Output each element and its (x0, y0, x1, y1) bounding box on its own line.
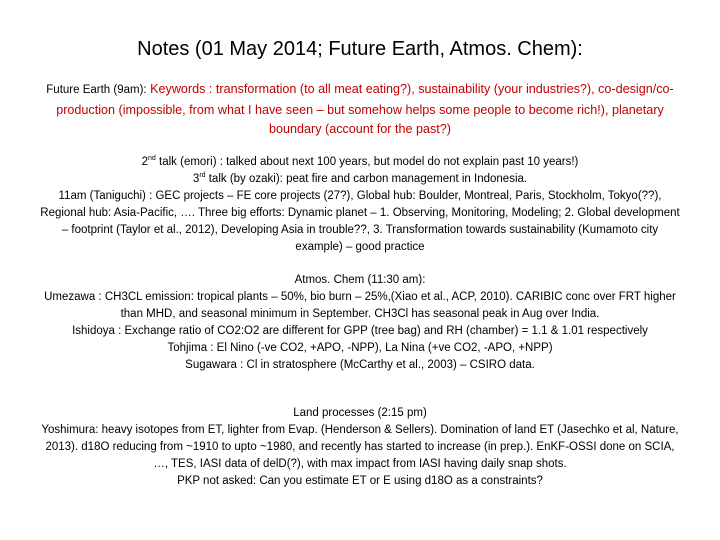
tohjima-note: Tohjima : El Nino (-ve CO2, +APO, -NPP), La Nina (+ve CO2, -APO, +NPP) (167, 341, 553, 354)
ozaki-talk-number: 3 (192, 172, 200, 185)
atmos-chem-notes (40, 272, 680, 373)
ishidoya-note: Ishidoya : Exchange ratio of CO2:O2 are different for GPP (tree bag) and RH (chamber) = 1.1 & 1.01 respectively (72, 324, 648, 337)
land-processes-heading: Land processes (2:15 pm) (293, 407, 427, 419)
ozaki-talk (40, 171, 680, 188)
ozaki-talk-text: talk (by ozaki): peat fire and carbon management in Indonesia. (205, 172, 528, 185)
umezawa-note: Umezawa : CH3CL emission: tropical plants – 50%, bio burn – 25%,(Xiao et al., ACP, 2010). CARIBIC conc over FRT higher than MHD, and seasonal minimum in September. CH3Cl has seasonal peak in Aug over India. (44, 290, 676, 320)
pkp-question: PKP not asked: Can you estimate ET or E using d18O as a constraints? (177, 474, 543, 487)
future-earth-lead: Future Earth (9am): (46, 84, 147, 96)
talks-notes (40, 154, 680, 255)
emori-talk (40, 154, 680, 171)
emori-talk-ordinal: nd (148, 155, 156, 163)
yoshimura-note: Yoshimura: heavy isotopes from ET, lighter from Evap. (Henderson & Sellers). Domination of land ET (Jasechko et al, Nature, 2013). d18O reducing from ~1910 to upto ~1980, and recently has started to increase (in prep.). EnKF-OSSI done on SCIA, …, TES, IASI data of delD(?), with max impact from IASI having daily snap shots. (41, 423, 679, 470)
sugawara-note: Sugawara : Cl in stratosphere (McCarthy et al., 2003) – CSIRO data. (185, 358, 535, 371)
emori-talk-text: talk (emori) : talked about next 100 years, but model do not explain past 10 years!) (155, 156, 579, 168)
keywords-text: Keywords : transformation (to all meat eating?), sustainability (your industries?), co-design/co-production (impossible, from what I have seen – but somehow helps some people to become rich!), planetary boundary (account for the past?) (56, 82, 674, 137)
page-title: Notes (01 May 2014; Future Earth, Atmos. Chem): (137, 38, 583, 60)
ozaki-talk-ordinal: rd (199, 172, 206, 180)
atmos-chem-heading: Atmos. Chem (11:30 am): (294, 274, 426, 286)
emori-talk-number: 2 (141, 156, 149, 168)
taniguchi-talk: 11am (Taniguchi) : GEC projects – FE core projects (27?), Global hub: Boulder, Montreal, Paris, Stockholm, Tokyo(??), Regional hub: Asia-Pacific, …. Three big efforts: Dynamic planet – 1. Observing, Monitoring, Modeling; 2. Global development – footprint (Taylor et al., 2012), Developing Asia in trouble??, 3. Transformation towards sustainability (Kumamoto city example) – good practice (40, 189, 680, 253)
future-earth-notes (30, 80, 690, 140)
land-processes-notes (40, 405, 680, 490)
